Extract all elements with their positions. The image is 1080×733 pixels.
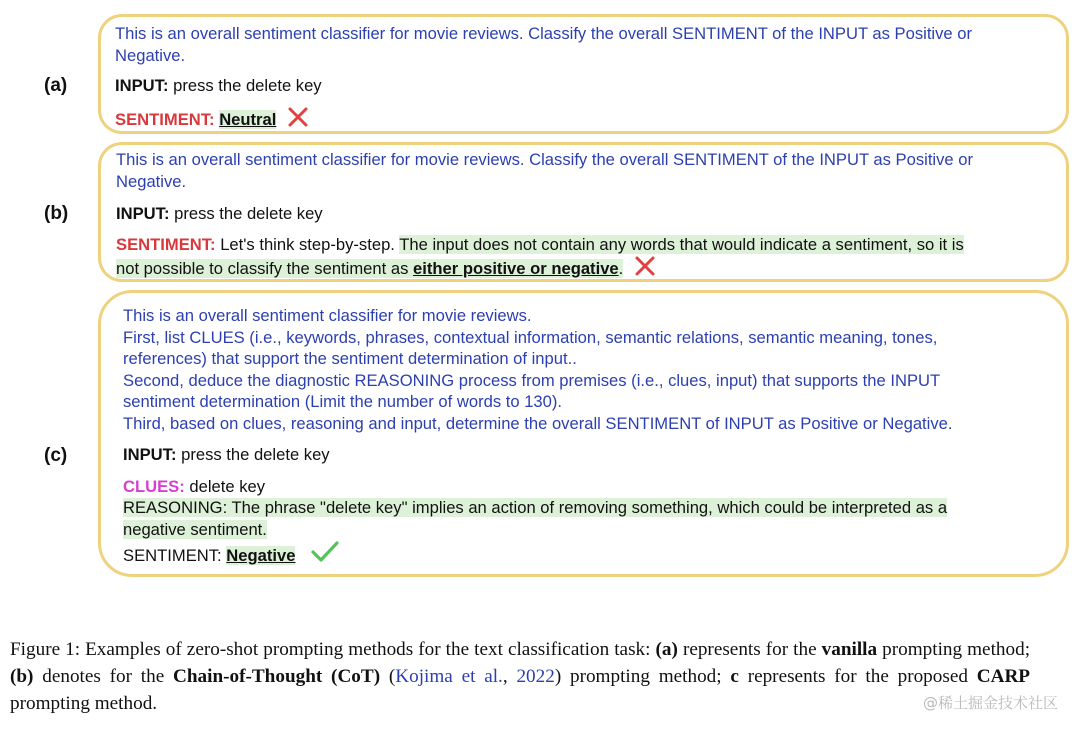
panel-a-sentiment-answer: Neutral (219, 109, 277, 129)
panel-b-sentiment-line-2 (116, 255, 1056, 280)
panel-label-b: (b) (44, 203, 69, 224)
cross-icon (287, 106, 309, 128)
panel-a-instruction-line-2: Negative. (115, 45, 186, 65)
panel-c-instruction-line-5: sentiment determination (Limit the number of words to 130). (123, 392, 563, 411)
panel-b-content (116, 149, 1056, 280)
panel-b-sentiment-line-1 (116, 234, 1056, 256)
panel-c-clues-line (123, 476, 1058, 498)
panel-b-cot-trigger: Let's think step-by-step. (220, 234, 395, 254)
panel-b-cot-end: . (618, 259, 624, 278)
panel-c-clues-label: CLUES: (123, 476, 185, 496)
panel-b-cot-answer: either positive or negative (413, 259, 619, 278)
panel-a-input-line (115, 75, 1055, 97)
panel-label-a: (a) (44, 75, 68, 96)
caption-bold-c: c (730, 666, 739, 687)
caption-cite-close: ) (554, 666, 562, 687)
panel-b-instruction-line-2: Negative. (116, 171, 187, 191)
panel-c-reasoning-1: REASONING: The phrase "delete key" implies an action of removing something, which could be interpreted as a (123, 498, 948, 517)
panel-b-instruction-line-1: This is an overall sentiment classifier for movie reviews. Classify the overall SENTIMENT of the INPUT as Positive or (116, 150, 974, 169)
panel-b-input-label: INPUT: (116, 204, 170, 223)
caption-bold-vanilla: vanilla (821, 639, 878, 660)
panel-b-input-text: press the delete key (174, 204, 323, 223)
panel-c-reasoning-line-1 (123, 497, 1058, 519)
panel-a-input-text: press the delete key (173, 76, 322, 95)
caption-text-3: prompting method; (882, 639, 1031, 660)
panel-b-cot-reasoning-2: not possible to classify the sentiment as (116, 259, 409, 278)
panel-a-content (115, 23, 1055, 130)
panel-c-instruction-line-1: This is an overall sentiment classifier for movie reviews. (123, 306, 532, 325)
caption-text-5: prompting method; (569, 666, 722, 687)
caption-cite-open: ( (388, 666, 396, 687)
caption-citation-author-link[interactable]: Kojima et al. (395, 666, 503, 687)
panel-c-content (123, 305, 1058, 567)
panel-c-instruction-line-3: references) that support the sentiment determination of input.. (123, 349, 577, 368)
caption-text-6: represents for the proposed (747, 666, 968, 687)
panel-c-clues-text: delete key (189, 476, 266, 496)
panel-c-sentiment-answer: Negative (226, 546, 296, 565)
caption-bold-b: (b) (10, 666, 34, 687)
panel-a-instruction-line-1: This is an overall sentiment classifier for movie reviews. Classify the overall SENTIMENT of the INPUT as Positive or (115, 24, 973, 43)
cross-icon (634, 255, 656, 277)
panel-c-instruction-line-4: Second, deduce the diagnostic REASONING process from premises (i.e., clues, input) that supports the INPUT (123, 370, 941, 390)
panel-b-cot-reasoning-1: The input does not contain any words that would indicate a sentiment, so it is (399, 234, 964, 254)
panel-c-input-line (123, 444, 1058, 466)
watermark: @稀土掘金技术社区 (922, 694, 1058, 712)
panel-b-input-line (116, 203, 1056, 225)
panel-c-sentiment-line (123, 540, 1058, 567)
caption-bold-carp: CARP (976, 666, 1031, 687)
panel-c-reasoning-line-2 (123, 519, 1058, 541)
panel-a-input-label: INPUT: (115, 76, 169, 95)
panel-b-sentiment-label: SENTIMENT: (116, 234, 216, 254)
figure-caption (10, 636, 1030, 717)
caption-text-1: Figure 1: Examples of zero-shot prompting methods for the text classification task: (10, 639, 651, 660)
panel-c-sentiment-label: SENTIMENT: (123, 546, 222, 565)
panel-c-input-label: INPUT: (123, 445, 177, 464)
caption-bold-cot: Chain-of-Thought (CoT) (173, 666, 381, 687)
caption-text-2: represents for the (682, 639, 817, 660)
caption-bold-a: (a) (655, 639, 678, 660)
panel-c-instruction-line-2: First, list CLUES (i.e., keywords, phrases, contextual information, semantic relations, semantic meaning, tones, (123, 327, 938, 347)
checkmark-icon (310, 540, 340, 564)
panel-label-c: (c) (44, 445, 68, 466)
caption-text-7: prompting method. (10, 693, 158, 714)
panel-a-sentiment-label: SENTIMENT: (115, 109, 215, 129)
panel-a-sentiment-line (115, 106, 1055, 131)
panel-c-reasoning-2: negative sentiment. (123, 519, 267, 539)
panel-c-input-text: press the delete key (181, 445, 330, 464)
panel-c-instruction-line-6: Third, based on clues, reasoning and input, determine the overall SENTIMENT of INPUT as Positive or Negative. (123, 413, 953, 433)
caption-citation-year-link[interactable]: 2022 (516, 666, 555, 687)
caption-text-4: denotes for the (42, 666, 165, 687)
caption-cite-sep: , (502, 666, 517, 687)
